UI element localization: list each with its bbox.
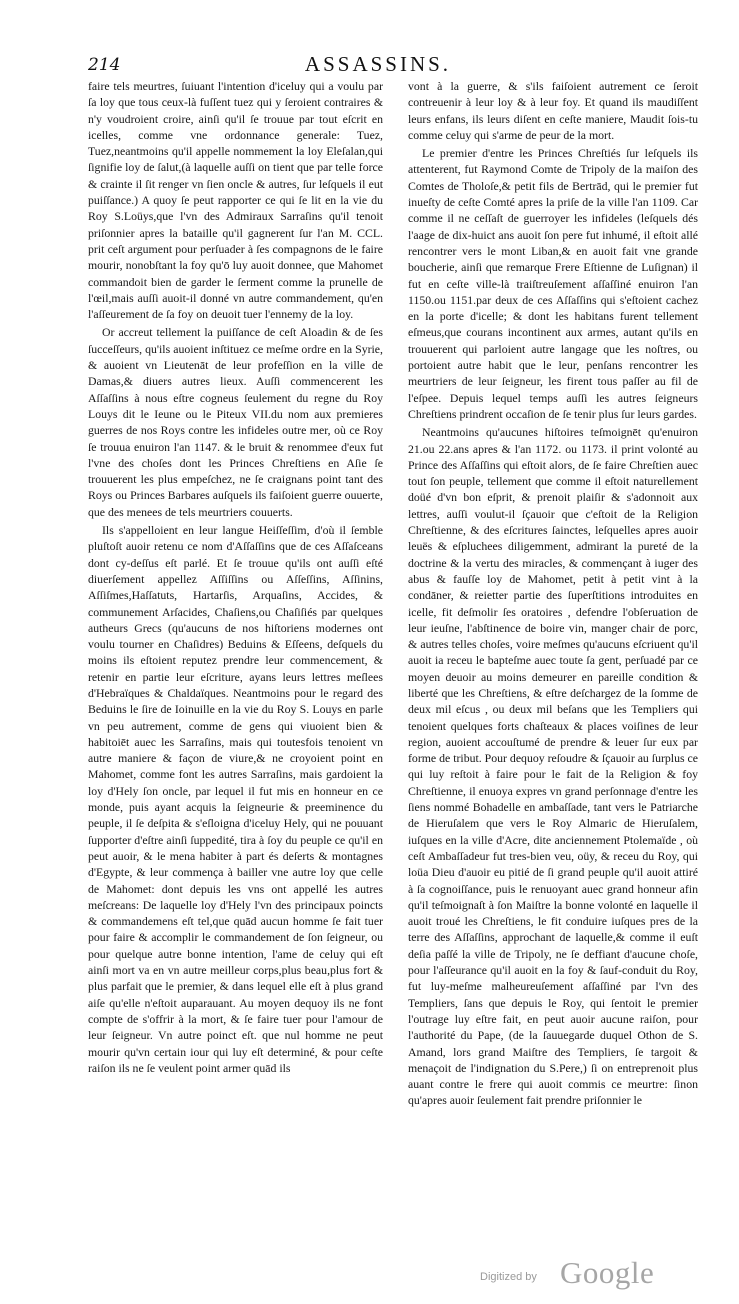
- paragraph: faire tels meurtres, ſuiuant l'intention d'iceluy qui a voulu par ſa loy que tous ceux-là fuſſent tuez qui y ſeroient contraires & n'y voudroient croire, ainſi qu'il ſe trouue par tout eſcrit en icelles, comme vne ordonnance generale: Tuez, Tuez,neantmoins qu'il appelle nommement la loy Eleſalan,qui ſignifie loy de ſalut,(à laquelle auſſi on tient que par telle force & crainte il ſit renger vn ſien oncle & autres, ſur leſquels il eut puiſſance.) A quoy ſe peut rapporter ce qui ſe lit en la vie du Roy S.Loüys,que l'vn des Admiraux Sarraſins qu'il tenoit priſonnier apres la bataille qu'il gagnerent ſur l'an M. CCL. prit ceſt argument pour perſuader à ſes compagnons de le faire mourir, nonobſtant la foy qu'ō luy auoit donnee, que Mahomet commandoit bien de garder le ſerment comme la prunelle de l'œil,mais auſſi auoit-il donné vn autre commandement, qu'en l'aſſeurement de ſa foy on deuoit tuer l'ennemy de la loy.: [88, 79, 383, 322]
- paragraph: Ils s'appelloient en leur langue Heiſſeſſim, d'où il ſemble pluſtoſt auoir retenu ce nom d'Aſſaſſins que de ces Aſſaſceans dont cy-deſſus eſt parlé. Et ſe trouue qu'ils ont auſſi eſté diuerſement appellez Aſſiſſins ou Aſſeſſins, Aſſinins, Aſſiſmes,Haſſatuts, Hartarſis, Arquaſins, Accides, & communement Arſacides, Chaſiens,ou Chaſiſiés par quelques autheurs Grecs (qu'aucuns de nos hiſtoriens modernes ont voulu tourner en Chaſidres) Beduins & Eſſeens, deſquels du moins ils eſtoient reputez prendre leur commencement, & retenir en partie leur eſcriture, ayans leurs lettres meſlees d'Hebraïques & Chaldaïques. Neantmoins pour le regard des Beduins le ſire de Ioinuille en la vie du Roy S. Louys en parle vn peu autrement, comme de gens qui viuoient bien & habitoiēt auec les Sarraſins, mais qui toutesfois tenoient vn autre maniere & façon de viure,& ne croyoient point en Mahomet, comme font les autres Sarraſins, mais gardoient la loy d'Hely ſon oncle, par lequel il fut mis en honneur en ce monde, puis ayant acquis la ſeigneurie & preeminence du peuple, il ſe deſpita & s'eſloigna d'iceluy Hely, qui ne pouuant ſupporter d'eſtre ainſi ſuppedité, tira à ſoy du peuple ce qu'il en peut auoir, & le mena habiter à part és deſerts & montagnes d'Egypte, & leur commença à bailler vne autre loy que celle de Mahomet: dont depuis les vns ont appellé les autres meſcreans: De laquelle loy d'Hely l'vn des principaux poincts & commandemens eſt tel,que quād aucun homme ſe fait tuer pour faire & accomplir le commandement de ſon ſeigneur, ou pour quelque autre bonne intention, l'ame de celuy qui eſt ainſi mort va en vn autre meilleur corps,plus beau,plus fort & plus parfait que le premier, & dans lequel elle eſt à plus grand aiſe qu'elle n'eſtoit auparauant. Au moyen dequoy ils ne font compte de s'offrir à la mort, & ſe faire tuer pour l'amour de leur ſeigneur. Vn autre poinct eſt. que nul homme ne peut mourir qu'vn certain iour qui luy eſt determiné, & pour ceſte raiſon ils ne ſe veulent point armer quād ils: [88, 523, 383, 1075]
- digitized-by-label: Digitized by: [480, 1271, 537, 1283]
- running-title: ASSASSINS.: [304, 52, 452, 76]
- page-header: [88, 52, 668, 78]
- paragraph: Neantmoins qu'aucunes hiſtoires teſmoignēt qu'enuiron 21.ou 22.ans apres & l'an 1172. ou 1173. il print volonté au Prince des Aſſaſſins qui eſtoit alors, de ſe faire Chreſtien auec tout ſon peuple, tellement que comme il eſtoit naturellement doüé d'vn bon eſprit, & prenoit plaiſir & s'adonnoit aux lettres, auſſi voulut-il ſçauoir que c'eſtoit de la Religion Chreſtienne, & des eſcritures ſainctes, leſquelles apres auoir leuës & eſpluchees diligemment, admirant la pureté de la doctrine & la vertu des miracles, & commençant à iuger des abus & fauſſe loy de Mahomet, petit à petit vint à la condāner, & reietter partie des ſuperſtitions introduites en icelle, fit deſmolir ſes oratoires , defendre l'obſeruation de leur ieuſne, l'abſtinence de boire vin, manger chair de porc, & autres telles choſes, voire meſmes qu'aucuns eſcriuent qu'il auoit ia receu le bapteſme auec toute ſa gent, perſuadé par ce moyen deuoir au moins demeurer en pareille condition & liberté que les Chreſtiens, & eſtre deſchargez de la ſomme de deux mil eſcus , ou deux mil beſans que les Templiers qui tenoient quelques forts chaſteaux & places voiſines de leur region, auoient accouſtumé de prendre & leuer ſur eux par forme de tribut. Pour dequoy reſoudre & ſçauoir au ſurplus ce qui luy reſtoit à faire pour le fait de la Religion & foy Chreſtienne, il enuoya expres vn grand perſonnage d'entre les ſiens nommé Bohadelle en ambaſſade, tant vers le Patriarche de Hieruſalem que vers le Roy Almaric de Hieruſalem, iuſques en la ville d'Acre, dite anciennement Ptolemaïde , où ceſt Ambaſſadeur fut tres-bien veu, oüy, & receu du Roy, qui loüa Dieu d'auoir eu pitié de ſi grand peuple qu'il auoit attiré à ſa cognoiſſance, puis le renuoyant auec grand honneur afin qu'il teſmoignaſt à ſon Maiſtre la bonne volonté en laquelle il auoit troué les Chreſtiens, le fit conduire iuſques pres de la terre des Aſſaſſins, approchant de laquelle,& comme il euſt deſia paſſé la ville de Tripoly, ne ſe deffiant d'aucune choſe, pour l'aſſeurance qu'il auoit en la foy & ſauf-conduit du Roy, fut luy-meſme malheureuſement aſſaſſiné par l'vn des Templiers, ſans que depuis le Roy, qui ſentoit le premier l'outrage luy eſtre fait, en peut auoir aucune raiſon, pour l'authorité du Pape, (de la ſauuegarde duquel Othon de S. Amand, lors grand Maiſtre des Templiers, ſe targoit & menaçoit de l'indignation du S.Pere,) ſi on entreprenoit plus auant contre le frere qui auoit commis ce meurtre: ſinon qu'apres auoir ſeulement fait prendre priſonnier le: [408, 425, 698, 1108]
- digitization-watermark: [480, 1257, 710, 1297]
- paragraph: vont à la guerre, & s'ils faiſoient autrement ce ſeroit contreuenir à leur loy & à leur foy. Et quand ils maudiſſent leurs enfans, ils leurs diſent en ceſte maniere, Maudit ſois-tu comme celuy qui s'arme de peur de la mort.: [408, 79, 698, 142]
- google-logo: Google: [560, 1255, 655, 1290]
- right-column: [408, 78, 698, 1111]
- paragraph: Le premier d'entre les Princes Chreſtiés ſur leſquels ils attenterent, fut Raymond Comte de Tripoly de la maiſon des Comtes de Tholoſe,& petit fils de Bertrād, qui le premier fut inueſty de ceſte Comté apres la priſe de la ville l'an 1109. Car comme il ne ceſſaſt de guerroyer les infideles (leſquels dés l'aage de dix-huict ans auoit ſon pere fut inhumé, il eſtoit allé rencontrer vers le mont Liban,& en auoit fait vne grande boucherie, ainſi que remarque Frere Eſtienne de Luſignan) il fut en ceſte ville-là traiſtreuſement aſſaſſiné enuiron l'an 1150.ou 1151.par deux de ces Aſſaſſins qui s'eſtoient cachez en la porte d'icelle; & dont les habitans furent tellement eſmeus,que courans incontinent aux armes, autant qu'ils en trouuerent qui parloient autre langage que les noſtres, ou portoient autre habit que le leur, penſans rencontrer les meurtriers de leur ſeigneur, les firent tous paſſer au fil de l'eſpee. Depuis lequel temps auſſi les autres ſeigneurs Chreſtiens prindrent occaſion de ſe tenir plus ſur leurs gardes.: [408, 146, 698, 421]
- paragraph: Or accreut tellement la puiſſance de ceſt Aloadin & de ſes ſucceſſeurs, qu'ils auoient inſtituez ce meſme ordre en la Syrie, & auoient vn Lieutenāt de leur profeſſion en la ville de Damas,& diuers autres lieux. Auſſi commencerent les Aſſaſſins à nous eſtre cogneus ſeulement du regne du Roy Louys dit le Ieune ou le Piteux VII.du nom aux premieres guerres de nos Roys contre les infideles outre mer, où ce Roy ſe trouua enuiron l'an 1147. & le bruit & renommee d'eux fut l'vne des choſes dont les Princes Chreſtiens en Aſie ſe trouuerent les plus empeſchez, ne ſe craignans point tant des Roys ou Princes Barbares auſquels ils faiſoient guerre ouuerte, que des menees de tels meurtriers couuerts.: [88, 325, 383, 519]
- page-number: 214: [88, 55, 121, 75]
- left-column: [88, 78, 383, 1078]
